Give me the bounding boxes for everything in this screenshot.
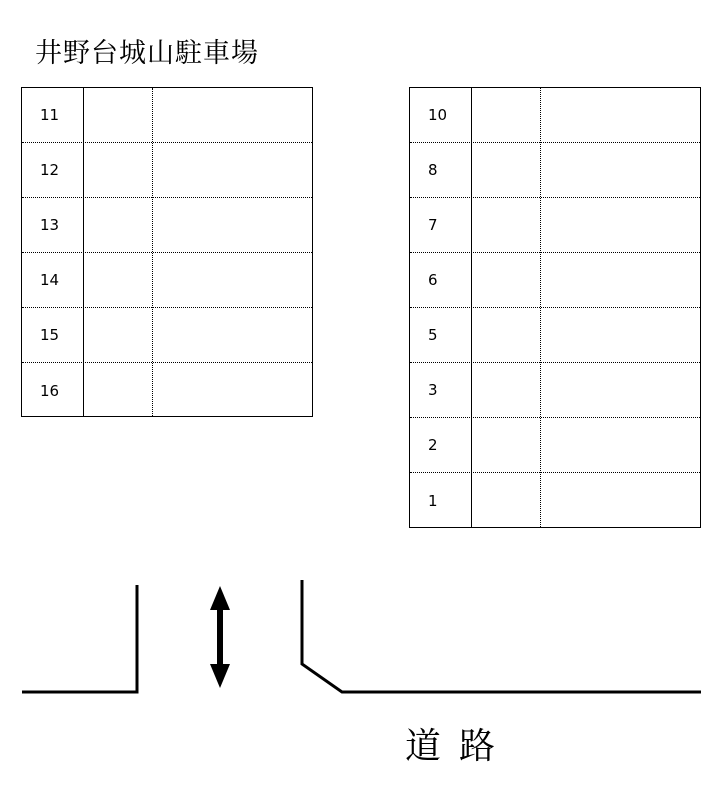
parking-lot-title: 井野台城山駐車場	[35, 38, 259, 69]
space-number: 12	[40, 161, 60, 179]
road-label: 道路	[405, 726, 514, 767]
entrance-left-edge	[22, 585, 137, 692]
space-number: 7	[428, 216, 438, 234]
space-number: 2	[428, 436, 438, 454]
space-number: 14	[40, 271, 60, 289]
space-number: 6	[428, 271, 438, 289]
space-number: 8	[428, 161, 438, 179]
space-number: 1	[428, 491, 438, 510]
space-number: 10	[428, 106, 448, 124]
space-number: 11	[40, 106, 60, 124]
space-number: 3	[428, 381, 438, 399]
entrance-right-edge	[302, 580, 701, 692]
space-number: 15	[40, 326, 60, 344]
space-number: 16	[40, 381, 60, 400]
space-number: 13	[40, 216, 60, 234]
space-number: 5	[428, 326, 438, 344]
two-way-arrow-icon	[210, 586, 230, 688]
